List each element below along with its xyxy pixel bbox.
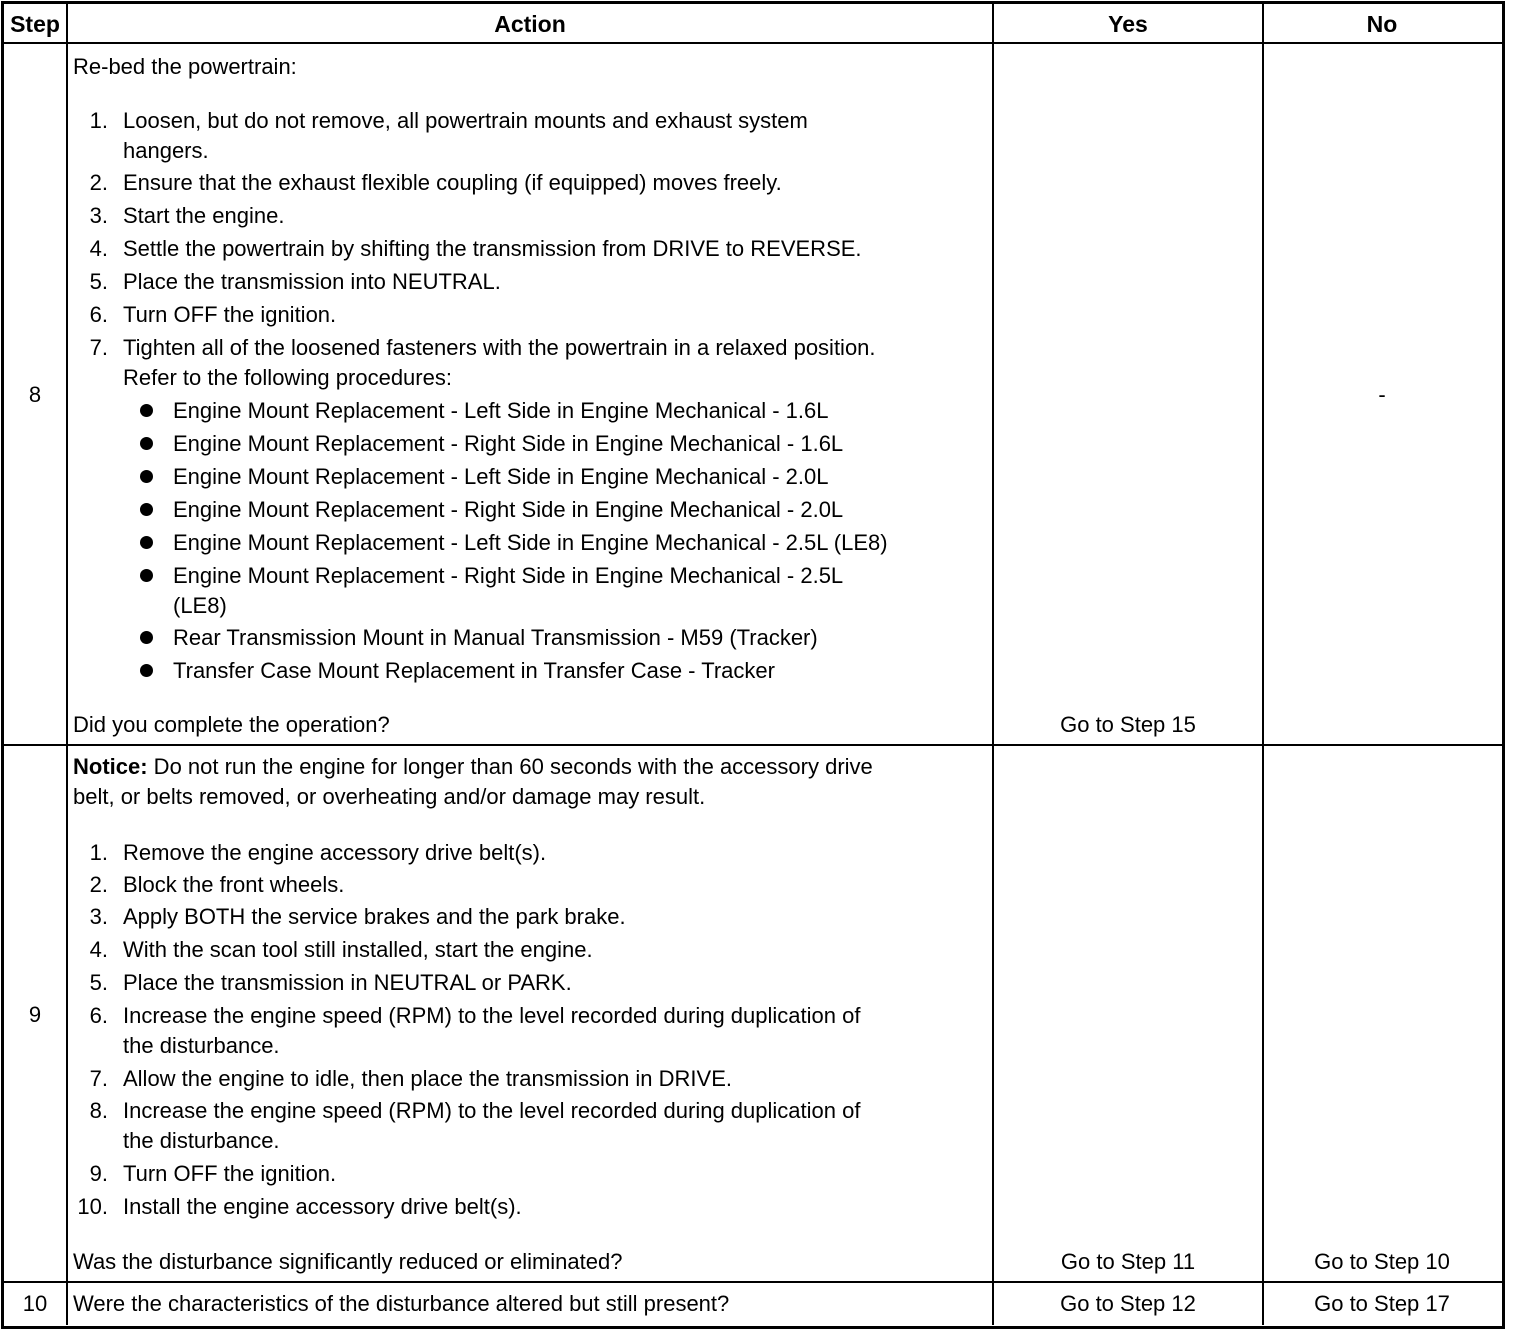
list-item-text: Loosen, but do not remove, all powertrain mounts and exhaust system bbox=[123, 108, 808, 133]
no-link[interactable]: Go to Step 10 bbox=[1314, 1249, 1450, 1274]
header-no: No bbox=[1366, 11, 1398, 37]
list-number: 9. bbox=[89, 1161, 108, 1186]
list-item-text: Refer to the following procedures: bbox=[123, 365, 452, 390]
list-item-text: Install the engine accessory drive belt(s). bbox=[123, 1194, 522, 1219]
bullet-item-text: Engine Mount Replacement - Left Side in Engine Mechanical - 1.6L bbox=[173, 398, 829, 423]
list-number: 4. bbox=[89, 236, 108, 261]
list-item-text: Turn OFF the ignition. bbox=[123, 302, 337, 327]
list-number: 6. bbox=[89, 1003, 108, 1028]
list-item-text: Block the front wheels. bbox=[123, 872, 345, 897]
yes-link[interactable]: Go to Step 12 bbox=[1060, 1291, 1196, 1316]
action-question: Were the characteristics of the disturbance altered but still present? bbox=[73, 1291, 730, 1316]
list-item-text: Settle the powertrain by shifting the transmission from DRIVE to REVERSE. bbox=[123, 236, 862, 261]
list-item-text: Increase the engine speed (RPM) to the level recorded during duplication of bbox=[123, 1098, 861, 1123]
bullet-item-text: Rear Transmission Mount in Manual Transmission - M59 (Tracker) bbox=[173, 625, 818, 650]
column-divider bbox=[992, 1, 994, 1325]
bullet-icon bbox=[140, 470, 153, 483]
column-divider bbox=[1262, 1, 1264, 1325]
bullet-icon bbox=[140, 404, 153, 417]
list-number: 3. bbox=[89, 203, 108, 228]
list-item-text: the disturbance. bbox=[123, 1033, 280, 1058]
list-item-text: Allow the engine to idle, then place the transmission in DRIVE. bbox=[123, 1066, 732, 1091]
list-item-text: Increase the engine speed (RPM) to the level recorded during duplication of bbox=[123, 1003, 861, 1028]
column-divider bbox=[66, 1, 68, 1325]
bullet-icon bbox=[140, 569, 153, 582]
bullet-item-text: Engine Mount Replacement - Left Side in Engine Mechanical - 2.5L (LE8) bbox=[173, 530, 888, 555]
step-number: 8 bbox=[28, 382, 42, 407]
notice-body: Do not run the engine for longer than 60 seconds with the accessory drive bbox=[147, 754, 873, 779]
list-number: 2. bbox=[89, 170, 108, 195]
notice-body: belt, or belts removed, or overheating and/or damage may result. bbox=[73, 784, 706, 809]
list-item-text: Place the transmission in NEUTRAL or PARK. bbox=[123, 970, 572, 995]
bullet-icon bbox=[140, 664, 153, 677]
list-number: 6. bbox=[89, 302, 108, 327]
bullet-icon bbox=[140, 503, 153, 516]
list-number: 5. bbox=[89, 269, 108, 294]
list-number: 10. bbox=[77, 1194, 108, 1219]
bullet-icon bbox=[140, 536, 153, 549]
list-number: 3. bbox=[89, 904, 108, 929]
list-item-text: Tighten all of the loosened fasteners with the powertrain in a relaxed position. bbox=[123, 335, 876, 360]
notice-text bbox=[73, 752, 873, 782]
list-number: 1. bbox=[89, 108, 108, 133]
yes-link[interactable]: Go to Step 15 bbox=[1060, 712, 1196, 737]
list-item-text: Ensure that the exhaust flexible coupling (if equipped) moves freely. bbox=[123, 170, 782, 195]
action-question: Was the disturbance significantly reduced or eliminated? bbox=[73, 1249, 623, 1274]
bullet-icon bbox=[140, 437, 153, 450]
header-action: Action bbox=[494, 11, 566, 37]
list-number: 7. bbox=[89, 335, 108, 360]
list-item-text: Start the engine. bbox=[123, 203, 285, 228]
list-item-text: the disturbance. bbox=[123, 1128, 280, 1153]
bullet-item-text: Engine Mount Replacement - Right Side in Engine Mechanical - 2.0L bbox=[173, 497, 844, 522]
list-item-text: Remove the engine accessory drive belt(s). bbox=[123, 840, 547, 865]
list-item-text: With the scan tool still installed, start the engine. bbox=[123, 937, 593, 962]
action-intro: Re-bed the powertrain: bbox=[73, 54, 297, 79]
list-number: 5. bbox=[89, 970, 108, 995]
list-item-text: Apply BOTH the service brakes and the park brake. bbox=[123, 904, 626, 929]
action-question: Did you complete the operation? bbox=[73, 712, 390, 737]
notice-label: Notice: bbox=[73, 754, 148, 779]
bullet-item-text: Engine Mount Replacement - Right Side in Engine Mechanical - 1.6L bbox=[173, 431, 844, 456]
list-item-text: hangers. bbox=[123, 138, 209, 163]
header-step: Step bbox=[10, 11, 60, 37]
row-divider bbox=[1, 744, 1503, 746]
bullet-item-text: Transfer Case Mount Replacement in Transfer Case - Tracker bbox=[173, 658, 775, 683]
no-value: - bbox=[1378, 382, 1386, 407]
bullet-item-text: Engine Mount Replacement - Left Side in Engine Mechanical - 2.0L bbox=[173, 464, 829, 489]
row-divider bbox=[1, 1281, 1503, 1283]
step-number: 9 bbox=[28, 1002, 42, 1027]
list-item-text: Turn OFF the ignition. bbox=[123, 1161, 337, 1186]
list-number: 7. bbox=[89, 1066, 108, 1091]
list-number: 4. bbox=[89, 937, 108, 962]
header-yes: Yes bbox=[1108, 11, 1148, 37]
list-number: 1. bbox=[89, 840, 108, 865]
no-link[interactable]: Go to Step 17 bbox=[1314, 1291, 1450, 1316]
bullet-icon bbox=[140, 631, 153, 644]
yes-link[interactable]: Go to Step 11 bbox=[1060, 1249, 1196, 1274]
step-number: 10 bbox=[22, 1291, 48, 1316]
bullet-item-text: (LE8) bbox=[173, 593, 227, 618]
bullet-item-text: Engine Mount Replacement - Right Side in Engine Mechanical - 2.5L bbox=[173, 563, 844, 588]
list-item-text: Place the transmission into NEUTRAL. bbox=[123, 269, 501, 294]
list-number: 8. bbox=[89, 1098, 108, 1123]
list-number: 2. bbox=[89, 872, 108, 897]
